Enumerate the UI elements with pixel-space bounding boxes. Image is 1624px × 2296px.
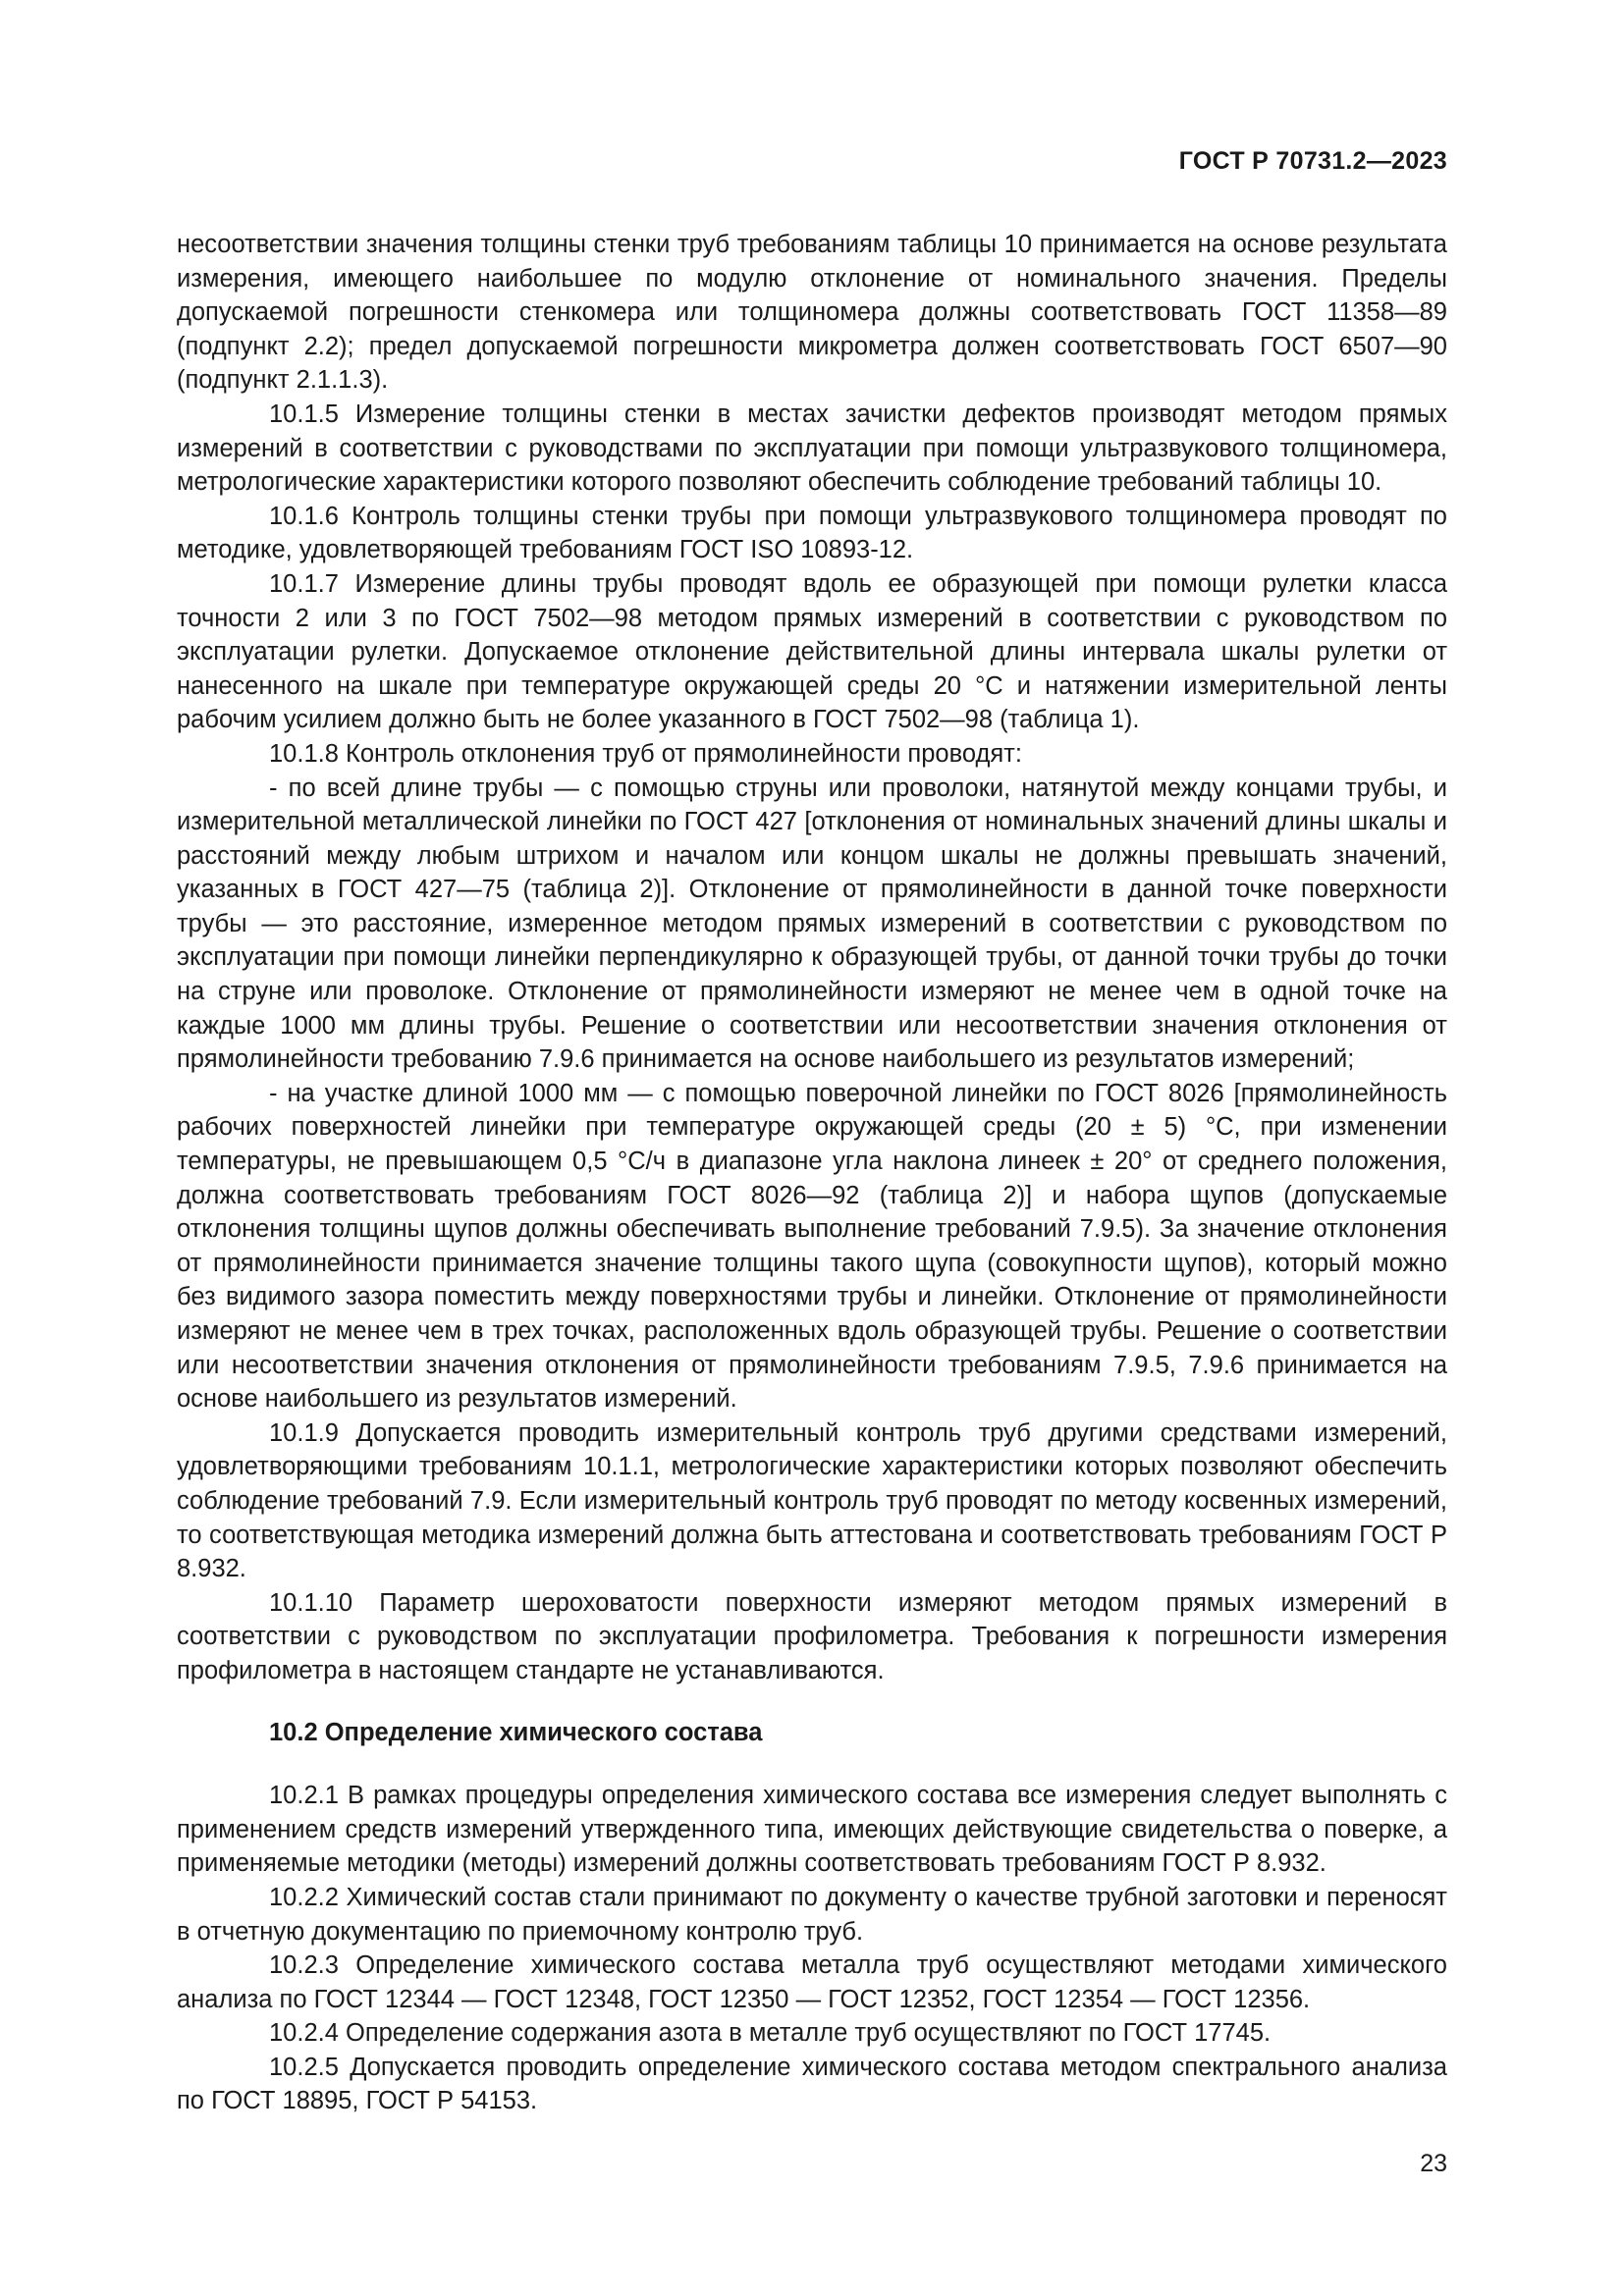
section-heading-10-2: 10.2 Определение химического состава [269, 1718, 763, 1746]
paragraph-10-1-6: 10.1.6 Контроль толщины стенки трубы при помощи ультразвукового толщиномера проводят по методике, удовлетворяющей требованиям ГОСТ ISO 10893-12. [177, 502, 1447, 564]
page-number: 23 [1420, 2150, 1447, 2177]
list-item-1000mm: - на участке длиной 1000 мм — с помощью поверочной линейки по ГОСТ 8026 [прямолинейность рабочих поверхностей линейки при температуре окружающей среды (20 ± 5) °С, при изменении температуры, не превышающем 0,5 °С/ч в диапазоне угла наклона линеек ± 20° от среднего положения, должна соответствовать требованиям ГОСТ 8026—92 (таблица 2)] и набора щупов (допускаемые отклонения толщины щупов должны обеспечивать выполнение требований 7.9.5). За значение отклонения от прямолинейности принимается значение толщины такого щупа (совокупности щупов), который можно без видимого зазора поместить между поверхностями трубы и линейки. Отклонение от прямолинейности измеряют не менее чем в трех точках, расположенных вдоль образующей трубы. Решение о соответствии или несоответствии значения отклонения от прямолинейности требованиям 7.9.5, 7.9.6 принимается на основе наибольшего из результатов измерений. [177, 1079, 1447, 1414]
paragraph-10-1-5: 10.1.5 Измерение толщины стенки в местах зачистки дефектов производят методом прямых измерений в соответствии с руководствами по эксплуатации при помощи ультразвукового толщиномера, метрологические характеристики которого позволяют обеспечить соблюдение требований таблицы 10. [177, 400, 1447, 497]
paragraph-10-2-4: 10.2.4 Определение содержания азота в металле труб осуществляют по ГОСТ 17745. [269, 2019, 1272, 2048]
paragraph-10-2-3: 10.2.3 Определение химического состава металла труб осуществляют методами химического анализа по ГОСТ 12344 — ГОСТ 12348, ГОСТ 12350 — ГОСТ 12352, ГОСТ 12354 — ГОСТ 12356. [177, 1951, 1447, 2013]
list-item-full-length: - по всей длине трубы — с помощью струны или проволоки, натянутой между концами трубы, и измерительной металлической линейки по ГОСТ 427 [отклонения от номинальных значений длины шкалы и расстояний между любым штрихом и началом или концом шкалы не должны превышать значений, указанных в ГОСТ 427—75 (таблица 2)]. Отклонение от прямолинейности в данной точке поверхности трубы — это расстояние, измеренное методом прямых измерений в соответствии с руководством по эксплуатации при помощи линейки перпендикулярно к образующей трубы, от данной точки трубы до точки на струне или проволоке. Отклонение от прямолинейности измеряют не менее чем в одной точке на каждые 1000 мм длины трубы. Решение о соответствии или несоответствии значения отклонения от прямолинейности требованию 7.9.6 принимается на основе наибольшего из результатов измерений; [177, 774, 1447, 1074]
paragraph-10-2-2: 10.2.2 Химический состав стали принимают по документу о качестве трубной заготовки и переносят в отчетную документацию по приемочному контролю труб. [177, 1883, 1447, 1946]
paragraph-10-1-7: 10.1.7 Измерение длины трубы проводят вдоль ее образующей при помощи рулетки класса точности 2 или 3 по ГОСТ 7502—98 методом прямых измерений в соответствии с руководством по эксплуатации рулетки. Допускаемое отклонение действительной длины интервала шкалы рулетки от нанесенного на шкале при температуре окружающей среды 20 °С и натяжении измерительной ленты рабочим усилием должно быть не более указанного в ГОСТ 7502—98 (таблица 1). [177, 569, 1447, 734]
paragraph-10-1-8: 10.1.8 Контроль отклонения труб от прямолинейности проводят: [269, 739, 1022, 768]
document-body [177, 228, 1447, 2118]
paragraph-10-1-10: 10.1.10 Параметр шероховатости поверхности измеряют методом прямых измерений в соответствии с руководством по эксплуатации профилометра. Требования к погрешности измерения профилометра в настоящем стандарте не устанавливаются. [177, 1588, 1447, 1684]
paragraph-10-2-1: 10.2.1 В рамках процедуры определения химического состава все измерения следует выполнять с применением средств измерений утвержденного типа, имеющих действующие свидетельства о поверке, а применяемые методики (методы) измерений должны соответствовать требованиям ГОСТ Р 8.932. [177, 1782, 1447, 1878]
paragraph-10-2-5: 10.2.5 Допускается проводить определение химического состава методом спектрального анализа по ГОСТ 18895, ГОСТ Р 54153. [177, 2053, 1447, 2115]
paragraph-10-1-9: 10.1.9 Допускается проводить измерительный контроль труб другими средствами измерений, удовлетворяющими требованиям 10.1.1, метрологические характеристики которых позволяют обеспечить соблюдение требований 7.9. Если измерительный контроль труб проводят по методу косвенных измерений, то соответствующая методика измерений должна быть аттестована и соответствовать требованиям ГОСТ Р 8.932. [177, 1418, 1447, 1583]
paragraph-continuation: несоответствии значения толщины стенки труб требованиям таблицы 10 принимается на основе результата измерения, имеющего наибольшее по модулю отклонение от номинального значения. Пределы допускаемой погрешности стенкомера или толщиномера должны соответствовать ГОСТ 11358—89 (подпункт 2.2); предел допускаемой погрешности микрометра должен соответствовать ГОСТ 6507—90 (подпункт 2.1.1.3). [177, 231, 1447, 395]
document-header: ГОСТ Р 70731.2—2023 [1178, 147, 1447, 175]
